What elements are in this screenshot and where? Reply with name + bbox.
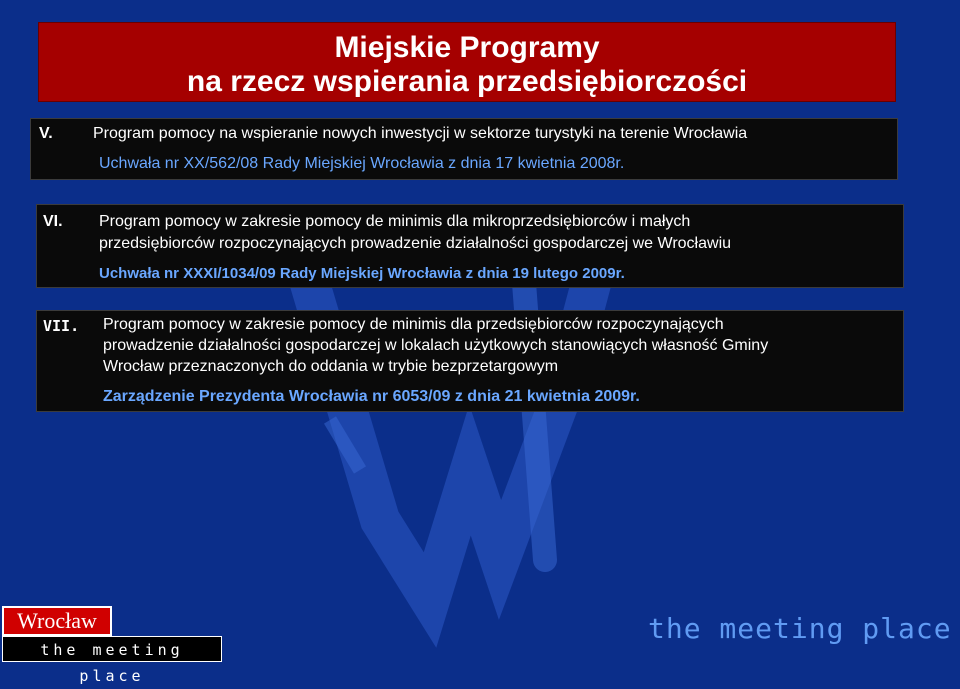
program-resolution: Zarządzenie Prezydenta Wrocławia nr 6053/09 z dnia 21 kwietnia 2009r. [103,388,640,405]
program-description-line-2: przedsiębiorców rozpoczynających prowadzenie działalności gospodarczej we Wrocławiu [99,235,732,252]
logo-tagline: the meeting place [2,636,222,662]
program-number: VII. [43,317,80,335]
program-box-v [30,118,898,180]
tagline-right: the meeting place [648,612,952,645]
program-description-line-1: Program pomocy w zakresie pomocy de minimis dla mikroprzedsiębiorców i małych [99,213,691,230]
program-description-line-1: Program pomocy w zakresie pomocy de minimis dla przedsiębiorców rozpoczynających [103,316,724,333]
program-description-line-2: prowadzenie działalności gospodarczej w lokalach użytkowych stanowiących własność Gminy [103,337,769,354]
program-resolution: Uchwała nr XXXI/1034/09 Rady Miejskiej Wrocławia z dnia 19 lutego 2009r. [99,265,625,282]
title-line-1: Miejskie Programy [334,31,600,64]
program-resolution: Uchwała nr XX/562/08 Rady Miejskiej Wrocławia z dnia 17 kwietnia 2008r. [99,155,625,172]
program-box-vii [36,310,904,412]
program-number: V. [39,125,53,142]
program-number: VI. [43,213,63,230]
program-description-line-3: Wrocław przeznaczonych do oddania w trybie bezprzetargowym [103,358,559,375]
program-box-vi [36,204,904,288]
title-line-2: na rzecz wspierania przedsiębiorczości [186,65,748,98]
title-banner [38,22,896,102]
wroclaw-logo: Wrocław [2,606,112,636]
program-description: Program pomocy na wspieranie nowych inwestycji w sektorze turystyki na terenie Wrocławia [93,125,748,142]
